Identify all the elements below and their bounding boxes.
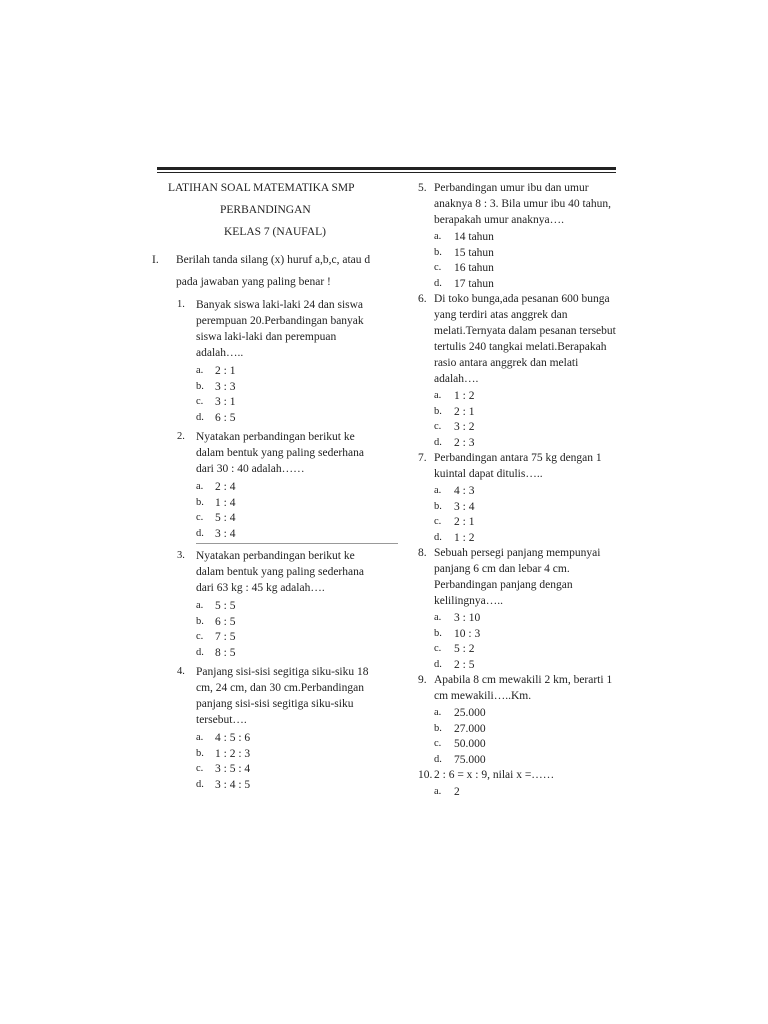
option-value: 5 : 5 xyxy=(215,600,236,612)
option-letter: a. xyxy=(196,481,204,492)
option-letter: b. xyxy=(434,500,442,512)
answer-option[interactable] xyxy=(434,610,618,626)
answer-option[interactable] xyxy=(434,388,618,404)
right-column xyxy=(418,180,618,800)
option-value: 10 : 3 xyxy=(454,627,481,640)
option-value: 75.000 xyxy=(454,753,486,766)
option-value: 3 : 10 xyxy=(454,612,481,624)
option-value: 1 : 2 : 3 xyxy=(215,747,251,760)
option-letter: c. xyxy=(196,512,204,523)
answer-option[interactable] xyxy=(434,736,618,752)
answer-option[interactable] xyxy=(434,641,618,657)
option-letter: d. xyxy=(434,658,442,670)
option-letter: b. xyxy=(196,496,204,508)
answer-option[interactable] xyxy=(196,510,382,526)
question xyxy=(418,767,618,783)
worksheet-topic: PERBANDINGAN xyxy=(220,204,311,216)
option-value: 3 : 5 : 4 xyxy=(215,763,251,775)
option-value: 3 : 2 xyxy=(454,421,475,433)
question-number: 5. xyxy=(418,182,427,194)
answer-option[interactable] xyxy=(196,526,382,542)
option-letter: b. xyxy=(196,380,204,392)
option-letter: b. xyxy=(434,627,442,639)
answer-option[interactable] xyxy=(196,598,382,614)
option-value: 2 : 1 xyxy=(454,405,475,418)
option-letter: a. xyxy=(434,707,442,718)
left-column xyxy=(152,180,382,792)
question-number: 6. xyxy=(418,293,427,305)
option-letter: c. xyxy=(434,738,442,749)
option-value: 1 : 2 xyxy=(454,531,475,544)
option-value: 15 tahun xyxy=(454,246,494,259)
section-instruction xyxy=(152,252,382,293)
option-letter: a. xyxy=(434,485,442,496)
answer-option[interactable] xyxy=(434,752,618,768)
answer-option[interactable] xyxy=(196,730,382,746)
option-value: 8 : 5 xyxy=(215,646,236,659)
answer-option[interactable] xyxy=(434,626,618,642)
answer-option[interactable] xyxy=(196,761,382,777)
question-number: 10. xyxy=(418,769,433,781)
option-letter: d. xyxy=(196,411,204,423)
question xyxy=(418,450,618,482)
question-text: Panjang sisi-sisi segitiga siku-siku 18 cm, 24 cm, dan 30 cm.Perbandingan panjang sisi-sisi segitiga siku-siku tersebut…. xyxy=(196,666,369,726)
option-letter: a. xyxy=(196,365,204,376)
option-value: 2 : 4 xyxy=(215,481,236,493)
answer-option[interactable] xyxy=(434,530,618,546)
question-text: Perbandingan umur ibu dan umur anaknya 8 : 3. Bila umur ibu 40 tahun, berapakah umur anaknya…. xyxy=(434,182,611,226)
option-value: 3 : 1 xyxy=(215,396,236,408)
option-value: 5 : 4 xyxy=(215,512,236,524)
option-letter: b. xyxy=(434,405,442,417)
answer-option[interactable] xyxy=(434,705,618,721)
question xyxy=(177,548,382,596)
answer-option[interactable] xyxy=(434,419,618,435)
option-letter: a. xyxy=(434,390,442,401)
question-text: Nyatakan perbandingan berikut ke dalam bentuk yang paling sederhana dari 30 : 40 adalah…… xyxy=(196,431,364,475)
question-divider xyxy=(196,543,398,544)
option-value: 5 : 2 xyxy=(454,643,475,655)
answer-option[interactable] xyxy=(434,435,618,451)
answer-option[interactable] xyxy=(196,410,382,426)
option-letter: d. xyxy=(196,646,204,658)
option-value: 14 tahun xyxy=(454,231,494,243)
answer-option[interactable] xyxy=(196,479,382,495)
option-letter: c. xyxy=(434,643,442,654)
answer-option[interactable] xyxy=(434,260,618,276)
worksheet-class: KELAS 7 (NAUFAL) xyxy=(224,226,327,238)
option-value: 2 xyxy=(454,786,460,798)
option-letter: c. xyxy=(196,631,204,642)
option-value: 3 : 4 : 5 xyxy=(215,778,251,791)
option-list xyxy=(196,363,382,425)
option-value: 6 : 5 xyxy=(215,411,236,424)
question-text: Nyatakan perbandingan berikut ke dalam bentuk yang paling sederhana dari 63 kg : 45 kg adalah…. xyxy=(196,550,364,594)
option-letter: c. xyxy=(434,516,442,527)
option-value: 2 : 1 xyxy=(215,365,236,377)
question xyxy=(177,664,382,728)
option-letter: b. xyxy=(434,246,442,258)
option-value: 3 : 3 xyxy=(215,380,236,393)
option-value: 16 tahun xyxy=(454,262,494,274)
left-question-list xyxy=(177,297,382,792)
option-value: 17 tahun xyxy=(454,277,494,290)
answer-option[interactable] xyxy=(196,645,382,661)
question-number: 3. xyxy=(177,550,185,561)
option-value: 6 : 5 xyxy=(215,615,236,628)
option-letter: b. xyxy=(196,615,204,627)
option-list xyxy=(434,784,618,800)
question-number: 7. xyxy=(418,452,427,464)
option-value: 27.000 xyxy=(454,722,486,735)
question xyxy=(177,429,382,477)
option-list xyxy=(434,229,618,291)
option-list xyxy=(434,705,618,767)
question xyxy=(418,545,618,609)
option-letter: b. xyxy=(196,747,204,759)
option-letter: b. xyxy=(434,722,442,734)
option-letter: c. xyxy=(434,262,442,273)
option-value: 4 : 5 : 6 xyxy=(215,732,251,744)
question-text: Apabila 8 cm mewakili 2 km, berarti 1 cm mewakili…..Km. xyxy=(434,674,613,702)
answer-option[interactable] xyxy=(196,746,382,762)
option-letter: d. xyxy=(434,277,442,289)
option-list xyxy=(434,388,618,450)
question-text: 2 : 6 = x : 9, nilai x =…… xyxy=(434,769,555,781)
answer-option[interactable] xyxy=(434,245,618,261)
answer-option[interactable] xyxy=(434,276,618,292)
question-text: Banyak siswa laki-laki 24 dan siswa perempuan 20.Perbandingan banyak siswa laki-laki dan perempuan adalah….. xyxy=(196,299,364,359)
option-value: 1 : 4 xyxy=(215,496,236,509)
question-number: 2. xyxy=(177,431,185,442)
option-list xyxy=(196,730,382,792)
option-value: 2 : 5 xyxy=(454,658,475,671)
option-letter: d. xyxy=(434,436,442,448)
option-value: 50.000 xyxy=(454,738,486,750)
option-list xyxy=(434,610,618,672)
option-value: 4 : 3 xyxy=(454,485,475,497)
answer-option[interactable] xyxy=(434,784,618,800)
answer-option[interactable] xyxy=(434,229,618,245)
option-list xyxy=(196,479,382,541)
question xyxy=(177,297,382,361)
question-text: Perbandingan antara 75 kg dengan 1 kuintal dapat ditulis….. xyxy=(434,452,602,480)
question-number: 1. xyxy=(177,299,185,310)
question-text: Di toko bunga,ada pesanan 600 bunga yang terdiri atas anggrek dan melati.Ternyata dalam pesanan tersebut tertulis 240 tangkai melati.Berapakah rasio antara anggrek dan melati adalah…. xyxy=(434,293,616,385)
option-list xyxy=(434,483,618,545)
option-value: 25.000 xyxy=(454,707,486,719)
option-list xyxy=(196,598,382,660)
option-letter: a. xyxy=(434,231,442,242)
answer-option[interactable] xyxy=(196,777,382,793)
answer-option[interactable] xyxy=(434,483,618,499)
option-letter: a. xyxy=(196,600,204,611)
question xyxy=(418,180,618,228)
section-instruction-text: Berilah tanda silang (x) huruf a,b,c, atau d pada jawaban yang paling benar ! xyxy=(176,254,371,288)
answer-option[interactable] xyxy=(434,499,618,515)
question-number: 9. xyxy=(418,674,427,686)
option-letter: c. xyxy=(196,396,204,407)
option-value: 7 : 5 xyxy=(215,631,236,643)
answer-option[interactable] xyxy=(196,363,382,379)
question-text: Sebuah persegi panjang mempunyai panjang 6 cm dan lebar 4 cm. Perbandingan panjang dengan kelilingnya….. xyxy=(434,547,601,607)
option-letter: c. xyxy=(434,421,442,432)
option-value: 2 : 3 xyxy=(454,436,475,449)
section-number: I. xyxy=(152,254,159,266)
option-value: 3 : 4 xyxy=(215,527,236,540)
question-number: 8. xyxy=(418,547,427,559)
option-letter: a. xyxy=(434,786,442,797)
answer-option[interactable] xyxy=(434,514,618,530)
answer-option[interactable] xyxy=(434,657,618,673)
question xyxy=(418,672,618,704)
option-value: 2 : 1 xyxy=(454,516,475,528)
option-letter: d. xyxy=(196,778,204,790)
answer-option[interactable] xyxy=(196,614,382,630)
option-letter: d. xyxy=(434,753,442,765)
option-letter: c. xyxy=(196,763,204,774)
header-rule-thin xyxy=(157,172,616,173)
question-number: 4. xyxy=(177,666,185,677)
option-value: 1 : 2 xyxy=(454,390,475,402)
answer-option[interactable] xyxy=(196,495,382,511)
header-rule-thick xyxy=(157,167,616,170)
answer-option[interactable] xyxy=(434,404,618,420)
answer-option[interactable] xyxy=(196,394,382,410)
option-letter: d. xyxy=(196,527,204,539)
option-letter: d. xyxy=(434,531,442,543)
question xyxy=(418,291,618,387)
answer-option[interactable] xyxy=(196,629,382,645)
answer-option[interactable] xyxy=(196,379,382,395)
option-letter: a. xyxy=(196,732,204,743)
worksheet-title: LATIHAN SOAL MATEMATIKA SMP xyxy=(168,182,355,194)
option-value: 3 : 4 xyxy=(454,500,475,513)
option-letter: a. xyxy=(434,612,442,623)
answer-option[interactable] xyxy=(434,721,618,737)
right-question-list xyxy=(418,180,618,800)
